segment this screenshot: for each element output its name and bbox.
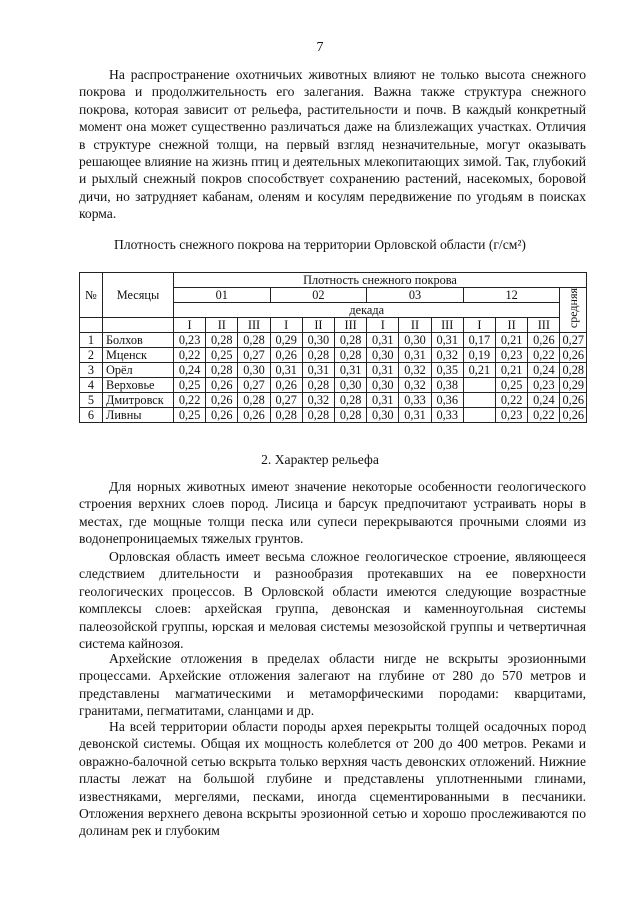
table-row xyxy=(80,408,587,423)
density-value-cell: 0,23 xyxy=(496,348,528,363)
density-value-cell: 0,22 xyxy=(174,393,206,408)
table-row xyxy=(80,393,587,408)
density-value-cell: 0,31 xyxy=(270,363,302,378)
header-month: 01 xyxy=(174,288,271,303)
header-decade-cell: III xyxy=(238,318,270,333)
station-name-cell: Верховье xyxy=(103,378,174,393)
row-number-cell: 5 xyxy=(80,393,103,408)
density-value-cell: 0,19 xyxy=(463,348,495,363)
density-value-cell: 0,25 xyxy=(206,348,238,363)
density-value-cell: 0,28 xyxy=(335,393,367,408)
density-value-cell xyxy=(463,393,495,408)
density-value-cell: 0,38 xyxy=(431,378,463,393)
table-row xyxy=(80,363,587,378)
header-decade-cell: I xyxy=(174,318,206,333)
header-month: 12 xyxy=(463,288,560,303)
density-value-cell: 0,31 xyxy=(367,333,399,348)
density-value-cell: 0,26 xyxy=(206,378,238,393)
density-value-cell: 0,26 xyxy=(528,333,560,348)
table-header-row-1 xyxy=(80,273,587,288)
table-row xyxy=(80,333,587,348)
average-value-cell: 0,29 xyxy=(560,378,587,393)
average-value-cell: 0,26 xyxy=(560,348,587,363)
row-number-cell: 6 xyxy=(80,408,103,423)
header-no: № xyxy=(80,273,103,318)
density-value-cell: 0,33 xyxy=(399,393,431,408)
density-value-cell: 0,26 xyxy=(238,408,270,423)
density-value-cell: 0,26 xyxy=(270,348,302,363)
density-value-cell: 0,27 xyxy=(238,348,270,363)
header-months: Месяцы xyxy=(103,273,174,318)
density-value-cell: 0,28 xyxy=(238,393,270,408)
density-value-cell: 0,26 xyxy=(206,408,238,423)
density-value-cell: 0,22 xyxy=(174,348,206,363)
density-value-cell: 0,23 xyxy=(174,333,206,348)
average-value-cell: 0,26 xyxy=(560,408,587,423)
table-row xyxy=(80,378,587,393)
density-value-cell: 0,26 xyxy=(206,393,238,408)
density-value-cell: 0,24 xyxy=(528,363,560,378)
density-value-cell: 0,31 xyxy=(367,393,399,408)
density-value-cell xyxy=(463,408,495,423)
density-value-cell: 0,28 xyxy=(335,348,367,363)
density-value-cell: 0,30 xyxy=(335,378,367,393)
paragraph-burrowing-animals: Для норных животных имеют значение некоторые особенности геологического строения верхних слоев пород. Лисица и барсук предпочитают устраивать норы в местах, где мощные толщи песка или супеси перекрываются прочными слоями из водонепроницаемых тяжелых грунтов. xyxy=(79,479,586,547)
header-decade-cell: II xyxy=(302,318,334,333)
header-decade-cell: II xyxy=(206,318,238,333)
density-value-cell: 0,28 xyxy=(302,378,334,393)
density-value-cell: 0,31 xyxy=(431,333,463,348)
average-value-cell: 0,28 xyxy=(560,363,587,378)
header-average-label: средняя xyxy=(565,288,580,329)
snow-density-table xyxy=(79,272,587,423)
density-value-cell: 0,17 xyxy=(463,333,495,348)
density-value-cell: 0,30 xyxy=(399,333,431,348)
density-value-cell xyxy=(463,378,495,393)
density-value-cell: 0,36 xyxy=(431,393,463,408)
paragraph-geology: Орловская область имеет весьма сложное геологическое строение, являющееся следствием длительности и разнообразия протекавших на ее поверхности геологических процессов. В Орловской области имеются следующие возрастные комплексы слоев: архейская группа, девонская и каменноугольная системы палеозойской группы, юрская и меловая системы мезозойской группы и четвертичная система кайнозоя. xyxy=(79,549,586,652)
table-body xyxy=(80,333,587,423)
table-caption: Плотность снежного покрова на территории Орловской области (г/см²) xyxy=(114,237,526,252)
table-row xyxy=(80,348,587,363)
header-decade: декада xyxy=(174,303,560,318)
density-value-cell: 0,28 xyxy=(302,408,334,423)
paragraph-snow-structure: На распространение охотничьих животных влияют не только высота снежного покрова и продолжительность его залегания. Важна также структура снежного покрова, которая зависит от рельефа, растительности и почв. В каждый конкретный момент она может существенно различаться даже на близлежащих участках. Отличия в структуре снежной толщи, на первый взгляд незначительные, могут оказывать решающее влияние на жизнь птиц и деятельных млекопитающих зимой. Так, глубокий и рыхлый снежный покров способствует сохранению растений, насекомых, боровой дичи, но затрудняет кабанам, оленям и косулям передвижение по угодьям в поисках корма. xyxy=(79,67,586,222)
row-number-cell: 4 xyxy=(80,378,103,393)
density-value-cell: 0,31 xyxy=(367,363,399,378)
average-value-cell: 0,26 xyxy=(560,393,587,408)
header-decade-cell: I xyxy=(270,318,302,333)
density-value-cell: 0,30 xyxy=(302,333,334,348)
header-decade-cell: II xyxy=(496,318,528,333)
density-value-cell: 0,27 xyxy=(238,378,270,393)
header-average xyxy=(560,288,587,333)
header-month: 03 xyxy=(367,288,464,303)
density-value-cell: 0,25 xyxy=(496,378,528,393)
density-value-cell: 0,31 xyxy=(399,348,431,363)
row-number-cell: 1 xyxy=(80,333,103,348)
header-empty-cell xyxy=(103,318,174,333)
density-value-cell: 0,29 xyxy=(270,333,302,348)
density-value-cell: 0,28 xyxy=(206,363,238,378)
station-name-cell: Орёл xyxy=(103,363,174,378)
density-value-cell: 0,31 xyxy=(399,408,431,423)
density-value-cell: 0,24 xyxy=(528,393,560,408)
density-value-cell: 0,28 xyxy=(335,333,367,348)
density-value-cell: 0,24 xyxy=(174,363,206,378)
header-decade-cell: III xyxy=(335,318,367,333)
density-value-cell: 0,21 xyxy=(496,363,528,378)
density-value-cell: 0,33 xyxy=(431,408,463,423)
density-value-cell: 0,32 xyxy=(399,363,431,378)
density-value-cell: 0,32 xyxy=(399,378,431,393)
paragraph-archean: Архейские отложения в пределах области нигде не вскрыты эрозионными процессами. Архейские отложения залегают на глубине от 280 до 570 метров и представлены магматическими и метаморфическими породами: кварцитами, гранитами, пегматитами, сланцами и др. xyxy=(79,651,586,719)
page-number: 7 xyxy=(316,40,324,55)
density-value-cell: 0,30 xyxy=(367,408,399,423)
density-value-cell: 0,32 xyxy=(431,348,463,363)
density-value-cell: 0,28 xyxy=(206,333,238,348)
density-value-cell: 0,25 xyxy=(174,378,206,393)
station-name-cell: Дмитровск xyxy=(103,393,174,408)
density-value-cell: 0,27 xyxy=(270,393,302,408)
density-value-cell: 0,22 xyxy=(528,348,560,363)
density-value-cell: 0,28 xyxy=(335,408,367,423)
density-value-cell: 0,35 xyxy=(431,363,463,378)
density-value-cell: 0,31 xyxy=(302,363,334,378)
density-value-cell: 0,32 xyxy=(302,393,334,408)
density-value-cell: 0,30 xyxy=(367,348,399,363)
density-value-cell: 0,22 xyxy=(496,393,528,408)
density-value-cell: 0,28 xyxy=(270,408,302,423)
header-decade-cell: II xyxy=(399,318,431,333)
header-decade-cell: III xyxy=(431,318,463,333)
header-decade-cell: I xyxy=(463,318,495,333)
row-number-cell: 2 xyxy=(80,348,103,363)
density-value-cell: 0,26 xyxy=(270,378,302,393)
density-value-cell: 0,25 xyxy=(174,408,206,423)
density-value-cell: 0,30 xyxy=(238,363,270,378)
density-value-cell: 0,30 xyxy=(367,378,399,393)
paragraph-devonian: На всей территории области породы архея перекрыты толщей осадочных пород девонской системы. Общая их мощность колеблется от 200 до 400 метров. Реками и овражно-балочной сетью вскрыта только верхняя часть девонских отложений. Нижние пласты лежат на большой глубине и представлены уплотненными глинами, известняками, мергелями, песками, иногда сцементированными в песчаники. Отложения верхнего девона вскрыты эрозионной сетью и хорошо прослеживаются по долинам рек и глубоким xyxy=(79,719,586,839)
density-value-cell: 0,28 xyxy=(238,333,270,348)
density-value-cell: 0,23 xyxy=(496,408,528,423)
header-empty-cell xyxy=(80,318,103,333)
station-name-cell: Мценск xyxy=(103,348,174,363)
density-value-cell: 0,28 xyxy=(302,348,334,363)
header-decade-cell: III xyxy=(528,318,560,333)
density-value-cell: 0,31 xyxy=(335,363,367,378)
average-value-cell: 0,27 xyxy=(560,333,587,348)
row-number-cell: 3 xyxy=(80,363,103,378)
header-decade-cell: I xyxy=(367,318,399,333)
header-density-group: Плотность снежного покрова xyxy=(174,273,587,288)
density-value-cell: 0,21 xyxy=(496,333,528,348)
header-month: 02 xyxy=(270,288,367,303)
station-name-cell: Болхов xyxy=(103,333,174,348)
density-value-cell: 0,22 xyxy=(528,408,560,423)
table-header-row-4 xyxy=(80,318,587,333)
section-heading: 2. Характер рельефа xyxy=(261,452,379,467)
station-name-cell: Ливны xyxy=(103,408,174,423)
density-value-cell: 0,21 xyxy=(463,363,495,378)
density-value-cell: 0,23 xyxy=(528,378,560,393)
